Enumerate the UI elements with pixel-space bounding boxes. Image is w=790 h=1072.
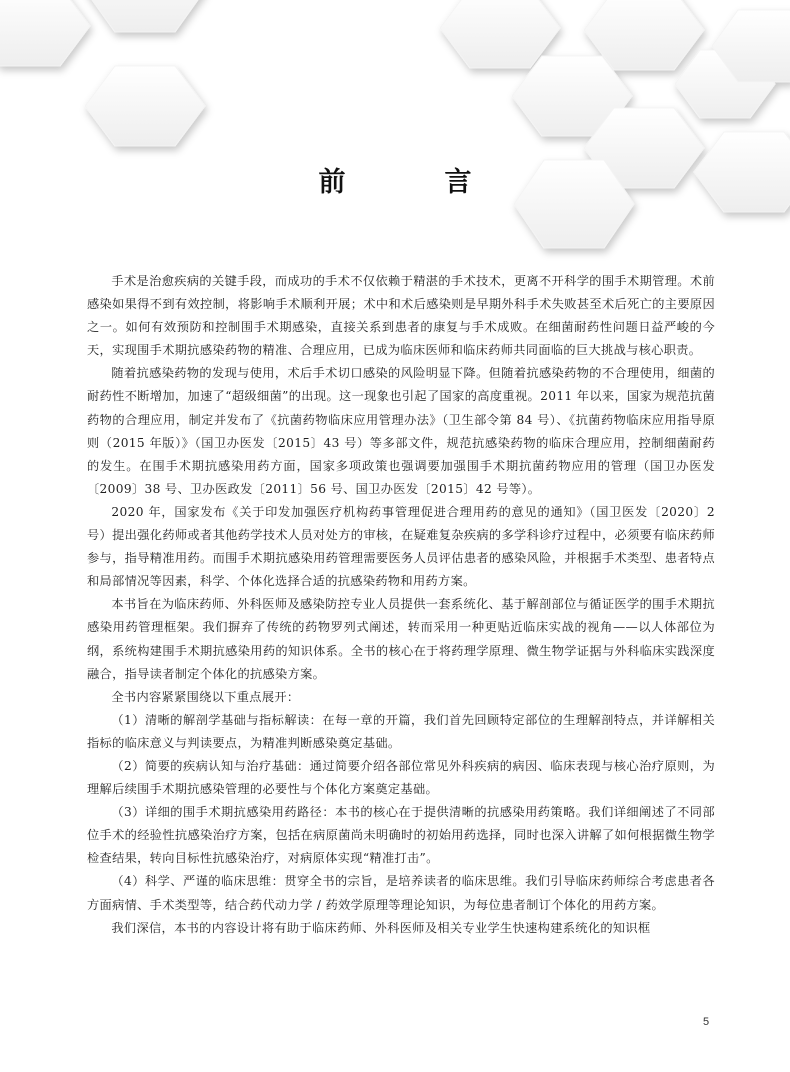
page-number: 5 — [703, 1016, 710, 1028]
paragraph: 随着抗感染药物的发现与使用，术后手术切口感染的风险明显下降。但随着抗感染药物的不合理使用，细菌的耐药性不断增加，加速了“超级细菌”的出现。这一现象也引起了国家的高度重视。2011 年以来，国家为规范抗菌药物的合理应用，制定并发布了《抗菌药物临床应用管理办法》（卫生部令第 84 号）、《抗菌药物临床应用指导原则（2015 年版）》（国卫办医发〔2015〕43 号）等多部文件，规范抗感染药物的临床合理应用，控制细菌耐药的发生。在围手术期抗感染用药方面，国家多项政策也强调要加强围手术期抗菌药物应用的管理（国卫办医发〔2009〕38 号、卫办医政发〔2011〕56 号、国卫办医发〔2015〕42 号等）。 — [87, 366, 715, 496]
paragraph: 全书内容紧紧围绕以下重点展开： — [111, 689, 300, 704]
hexagon-shape — [85, 0, 205, 32]
paragraph: （3）详细的围手术期抗感染用药路径：本书的核心在于提供清晰的抗感染用药策略。我们详细阐述了不同部位手术的经验性抗感染治疗方案，包括在病原菌尚未明确时的初始用药选择，同时也深入讲解了如何根据微生物学检查结果，转向目标性抗感染治疗，对病原体实现“精准打击”。 — [87, 805, 715, 866]
paragraph: （1）清晰的解剖学基础与指标解读：在每一章的开篇，我们首先回顾特定部位的生理解剖特点，并详解相关指标的临床意义与判读要点，为精准判断感染奠定基础。 — [87, 712, 715, 750]
page-title: 前 言 — [318, 167, 508, 198]
paragraph: 2020 年，国家发布《关于印发加强医疗机构药事管理促进合理用药的意见的通知》（国卫医发〔2020〕2 号）提出强化药师或者其他药学技术人员对处方的审核，在疑难复杂疾病的多学科诊疗过程中，必须要有临床药师参与，指导精准用药。而围手术期抗感染用药管理需要医务人员评估患者的感染风险，并根据手术类型、患者特点和局部情况等因素，科学、个体化选择合适的抗感染药物和用药方案。 — [87, 504, 715, 589]
paragraph: 本书旨在为临床药师、外科医师及感染防控专业人员提供一套系统化、基于解剖部位与循证医学的围手术期抗感染用药管理框架。我们摒弃了传统的药物罗列式阐述，转而采用一种更贴近临床实战的视角——以人体部位为纲，系统构建围手术期抗感染用药的知识体系。全书的核心在于将药理学原理、微生物学证据与外科临床实践深度融合，指导读者制定个体化的抗感染方案。 — [87, 597, 715, 681]
hexagon-decoration — [0, 0, 790, 290]
hexagon-shape — [0, 0, 90, 66]
paragraph: （4）科学、严谨的临床思维：贯穿全书的宗旨，是培养读者的临床思维。我们引导临床药师综合考虑患者各方面病情、手术类型等，结合药代动力学 / 药效学原理等理论知识，为每位患者制订个体化的用药方案。 — [87, 874, 715, 912]
hexagon-shape — [85, 66, 205, 146]
paragraph: 手术是治愈疾病的关键手段，而成功的手术不仅依赖于精湛的手术技术，更离不开科学的围手术期管理。术前感染如果得不到有效控制，将影响手术顺利开展；术中和术后感染则是早期外科手术失败甚至术后死亡的主要原因之一。如何有效预防和控制围手术期感染，直接关系到患者的康复与手术成败。在细菌耐药性问题日益严峻的今天，实现围手术期抗感染药物的精准、合理应用，已成为临床医师和临床药师共同面临的巨大挑战与核心职责。 — [87, 274, 715, 358]
paragraph: 我们深信，本书的内容设计将有助于临床药师、外科医师及相关专业学生快速构建系统化的知识框 — [111, 920, 651, 935]
preface-body — [87, 270, 715, 940]
paragraph: （2）简要的疾病认知与治疗基础：通过简要介绍各部位常见外科疾病的病因、临床表现与核心治疗原则，为理解后续围手术期抗感染管理的必要性与个体化方案奠定基础。 — [87, 758, 715, 797]
